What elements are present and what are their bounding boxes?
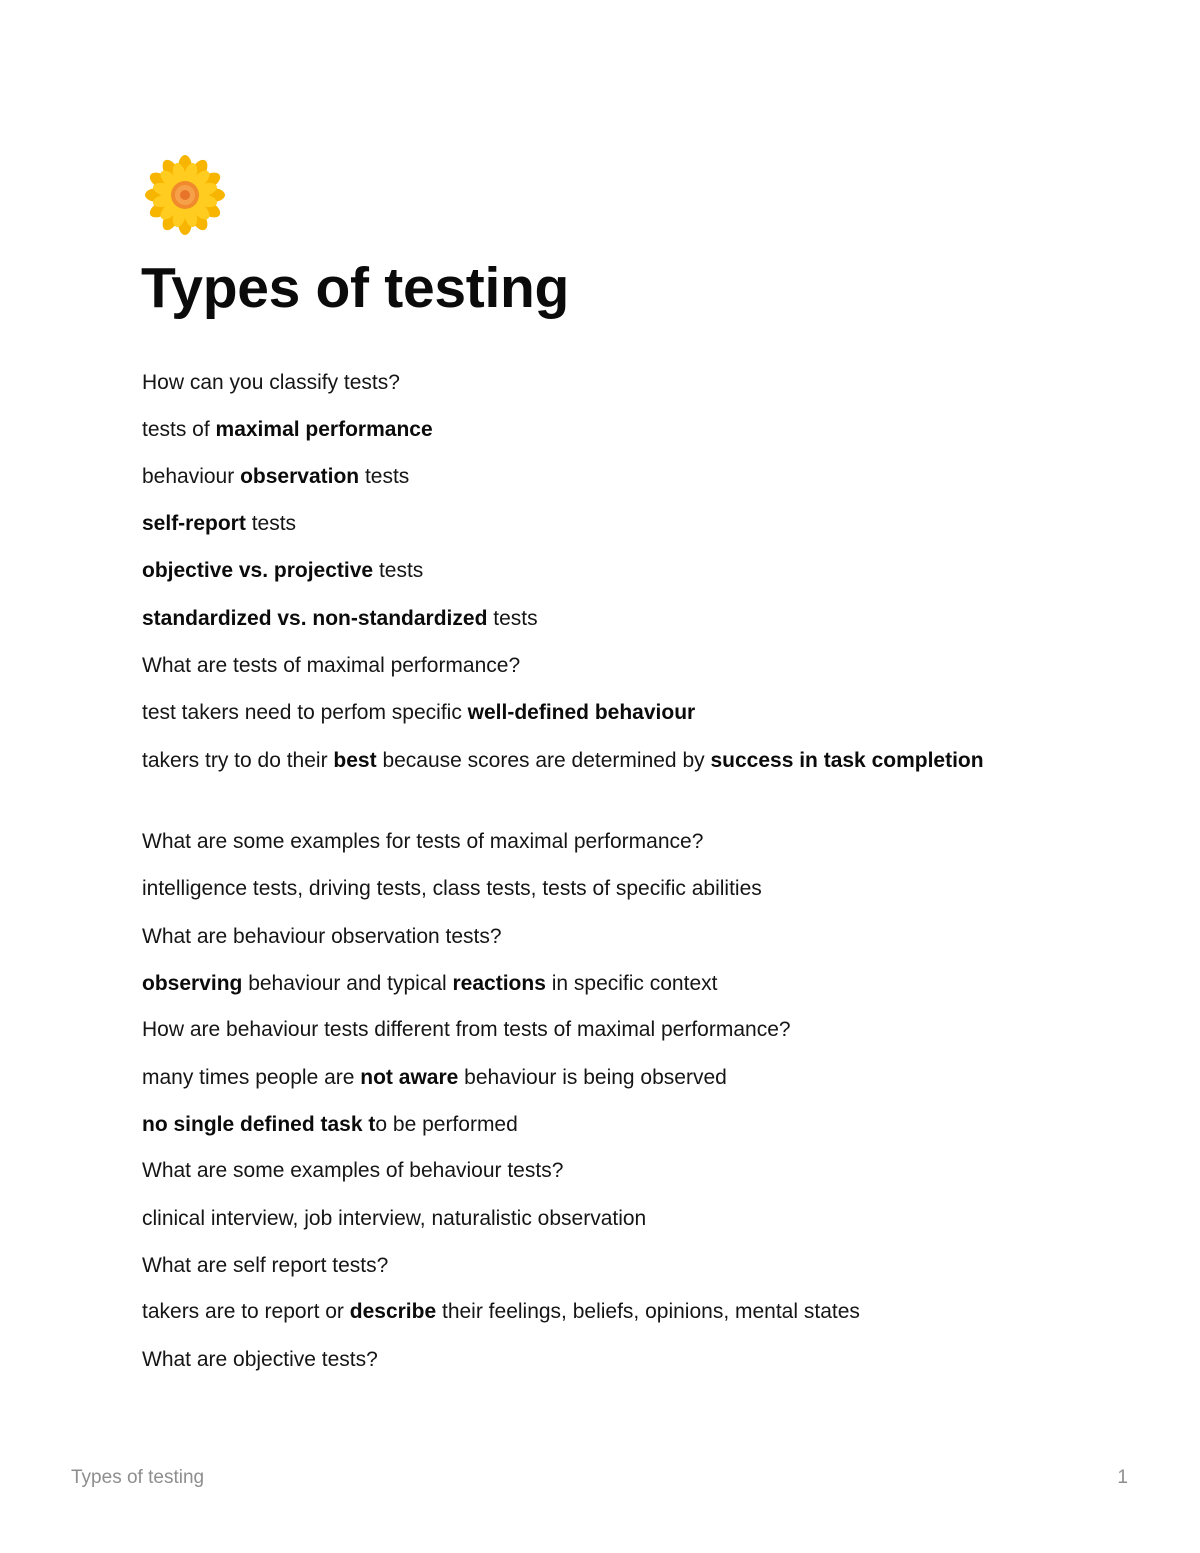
text: behaviour is being observed <box>458 1066 727 1089</box>
text: their feelings, beliefs, opinions, mental states <box>436 1300 860 1323</box>
paragraph-line <box>142 1013 791 1047</box>
paragraph-line <box>142 413 433 447</box>
text: What are some examples for tests of maximal performance? <box>142 830 704 853</box>
text: takers are to report or <box>142 1300 350 1323</box>
footer-title: Types of testing <box>71 1467 205 1488</box>
paragraph-line <box>142 1108 518 1142</box>
text: What are objective tests? <box>142 1348 378 1371</box>
bold-text: success in task completion <box>710 749 984 772</box>
bold-text: observation <box>240 465 360 488</box>
paragraph-line <box>142 1343 378 1377</box>
text: behaviour <box>142 465 241 488</box>
bold-text: objective vs. projective <box>142 559 374 582</box>
text: tests <box>245 512 297 535</box>
text: What are some examples of behaviour tests? <box>142 1159 564 1182</box>
paragraph-line <box>142 744 992 778</box>
text: because scores are determined by <box>376 749 711 772</box>
bold-text: describe <box>349 1300 437 1323</box>
text: tests <box>373 559 424 582</box>
text: How can you classify tests? <box>142 371 400 394</box>
paragraph-line <box>142 920 502 954</box>
text: What are tests of maximal performance? <box>142 654 521 677</box>
paragraph-line <box>142 825 703 859</box>
bold-text: no single defined task t <box>142 1113 376 1136</box>
text: clinical interview, job interview, naturalistic observation <box>142 1207 647 1230</box>
paragraph-line <box>142 967 717 1001</box>
text: o be performed <box>375 1113 518 1136</box>
bold-text: maximal performance <box>215 418 433 441</box>
bold-text: reactions <box>452 972 546 995</box>
paragraph-line <box>142 1154 563 1188</box>
text: in specific context <box>545 972 718 995</box>
paragraph-line <box>142 1061 727 1095</box>
paragraph-line <box>142 872 762 906</box>
bold-text: observing <box>142 972 243 995</box>
text: many times people are <box>142 1066 361 1089</box>
paragraph-line <box>142 460 409 494</box>
text: tests <box>487 607 538 630</box>
text: tests <box>359 465 410 488</box>
paragraph-line <box>142 1249 388 1283</box>
footer-page-number: 1 <box>1117 1467 1128 1488</box>
paragraph-line <box>142 696 695 730</box>
paragraph-line <box>142 1202 646 1236</box>
paragraph-line <box>142 554 423 588</box>
text: takers try to do their <box>142 749 334 772</box>
paragraph-line <box>142 507 296 541</box>
bold-text: well-defined behaviour <box>467 701 696 724</box>
bold-text: not aware <box>360 1066 459 1089</box>
bold-text: self-report <box>142 512 246 535</box>
sunflower-icon <box>144 154 226 236</box>
text: What are self report tests? <box>142 1254 389 1277</box>
paragraph-line <box>142 366 400 400</box>
text: What are behaviour observation tests? <box>142 925 502 948</box>
text: test takers need to perfom specific <box>142 701 468 724</box>
text: intelligence tests, driving tests, class tests, tests of specific abilities <box>142 877 762 900</box>
paragraph-line <box>142 1295 860 1329</box>
text: How are behaviour tests different from tests of maximal performance? <box>142 1018 791 1041</box>
text: behaviour and typical <box>242 972 453 995</box>
bold-text: best <box>333 749 377 772</box>
text: tests of <box>142 418 216 441</box>
paragraph-line <box>142 602 538 636</box>
bold-text: standardized vs. non-standardized <box>142 607 488 630</box>
page-title: Types of testing <box>141 256 570 320</box>
paragraph-line <box>142 649 520 683</box>
